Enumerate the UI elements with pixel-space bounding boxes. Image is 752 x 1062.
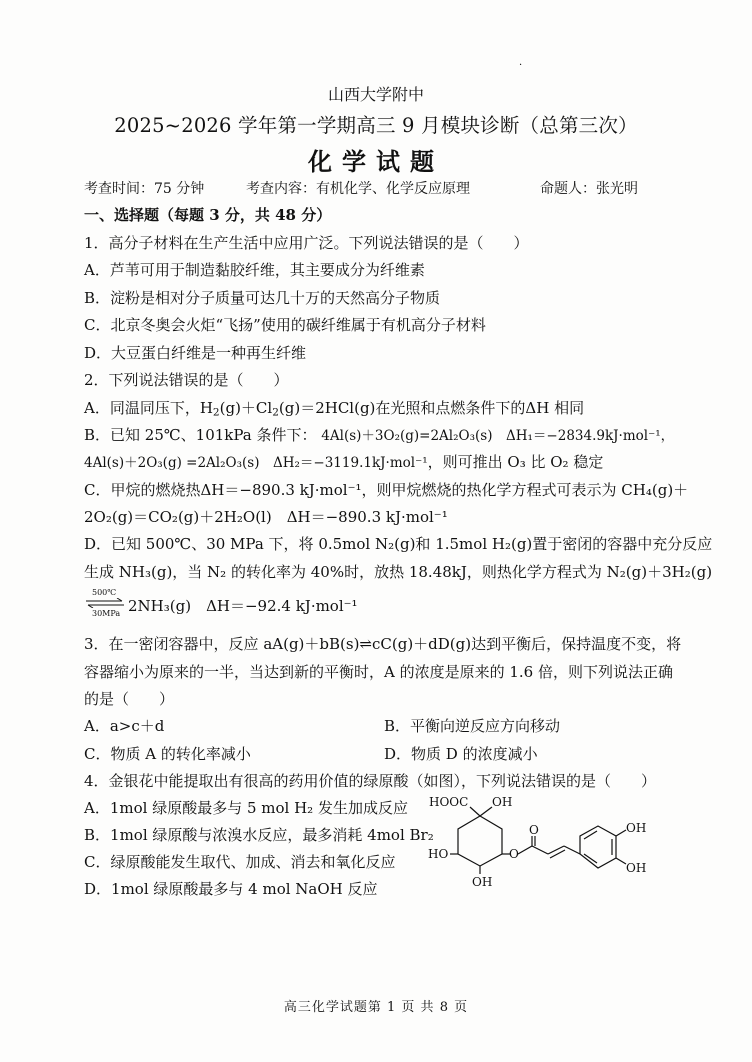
q4-option-b: B．1mol 绿原酸与浓溴水反应，最多消耗 4mol Br₂ <box>84 826 434 844</box>
q2-stem: 2．下列说法错误的是（ ） <box>84 371 289 389</box>
q2-a-post: (g)＝2HCl(g)在光照和点燃条件下的ΔH 相同 <box>278 399 585 417</box>
label-o-carbonyl: O <box>529 823 539 837</box>
q4-option-a: A．1mol 绿原酸最多与 5 mol H₂ 发生加成反应 <box>84 799 408 817</box>
q2-a-pre: A．同温同压下，H <box>84 399 213 417</box>
label-ho-left: HO <box>428 847 449 861</box>
q2-option-a <box>84 398 584 418</box>
exam-content: 考查内容：有机化学、化学反应原理 <box>246 181 470 197</box>
equilibrium-arrow <box>84 590 126 618</box>
q1-option-d: D．大豆蛋白纤维是一种再生纤维 <box>84 344 307 362</box>
label-cooh: HOOC <box>429 796 469 809</box>
q1-option-c: C．北京冬奥会火炬“飞扬”使用的碳纤维属于有机高分子材料 <box>84 316 486 334</box>
label-oh-top: OH <box>492 796 513 809</box>
page-footer: 高三化学试题第 1 页 共 8 页 <box>283 1000 469 1015</box>
chlorogenic-acid-structure <box>428 796 668 900</box>
section-title: 一、选择题（每题 3 分，共 48 分） <box>84 206 332 224</box>
q3-stem-line1: 3．在一密闭容器中，反应 aA(g)＋bB(s)⇌cC(g)＋dD(g)达到平衡后，保持温度不变，将 <box>84 635 682 653</box>
q3-option-a: A．a>c＋d <box>84 717 165 735</box>
label-oh-bottom: OH <box>472 875 493 889</box>
label-o-ester: O <box>509 847 519 861</box>
q2-option-c: C．甲烷的燃烧热ΔH＝−890.3 kJ·mol⁻¹，则甲烷燃烧的热化学方程式可表示为 CH₄(g)＋ <box>84 481 689 499</box>
q1-option-a: A．芦苇可用于制造黏胶纤维，其主要成分为纤维素 <box>84 261 425 279</box>
exam-author: 命题人：张光明 <box>540 181 638 197</box>
subject-title: 化学试题 <box>308 147 444 176</box>
q4-option-c: C．绿原酸能发生取代、加成、消去和氧化反应 <box>84 853 396 871</box>
q2-option-d-cont: 生成 NH₃(g)，当 N₂ 的转化率为 40%时，放热 18.48kJ，则热化学方程式为 N₂(g)＋3H₂(g) <box>84 563 713 581</box>
exam-time: 考查时间：75 分钟 <box>84 181 205 197</box>
q2-a-sub2: 2 <box>272 406 279 419</box>
q3-option-c: C．物质 A 的转化率减小 <box>84 745 251 763</box>
q1-stem: 1．高分子材料在生产生活中应用广泛。下列说法错误的是（ ） <box>84 234 529 252</box>
q3-stem-line3: 的是（ ） <box>84 690 175 708</box>
q2-option-b <box>84 425 674 446</box>
label-oh-ring1: OH <box>626 821 647 835</box>
q2-b-eq2: 4Al(s)＋2O₃(g) =2Al₂O₃(s) ΔH₂＝−3119.1kJ·mol⁻¹ <box>84 455 428 471</box>
school-name: 山西大学附中 <box>327 85 424 104</box>
arrow-bottom-label: 30MPa <box>92 609 121 618</box>
scan-dot: · <box>519 60 523 71</box>
q2-b-post: ，则可推出 O₃ 比 O₂ 稳定 <box>427 453 604 471</box>
q2-b-eq1: 4Al(s)＋3O₂(g)=2Al₂O₃(s) ΔH₁＝−2834.9kJ·mol⁻¹， <box>321 428 675 444</box>
q4-stem: 4．金银花中能提取出有很高的药用价值的绿原酸（如图），下列说法错误的是（ ） <box>84 772 657 790</box>
q2-option-b-cont <box>84 452 603 473</box>
label-oh-ring2: OH <box>626 861 647 875</box>
q3-option-b: B．平衡向逆反应方向移动 <box>384 717 561 735</box>
exam-title: 2025~2026 学年第一学期高三 9 月模块诊断（总第三次） <box>114 114 638 137</box>
arrow-top-label: 500℃ <box>92 588 117 597</box>
q2-option-c-cont: 2O₂(g)＝CO₂(g)＋2H₂O(l) ΔH＝−890.3 kJ·mol⁻¹ <box>84 508 448 526</box>
q1-option-b: B．淀粉是相对分子质量可达几十万的天然高分子物质 <box>84 289 441 307</box>
q3-stem-line2: 容器缩小为原来的一半，当达到新的平衡时，A 的浓度是原来的 1.6 倍，则下列说法正确 <box>84 663 673 681</box>
q2-b-pre: B．已知 25℃、101kPa 条件下： <box>84 426 317 444</box>
q2-a-mid: (g)＋Cl <box>219 399 273 417</box>
q3-option-d: D．物质 D 的浓度减小 <box>384 745 538 763</box>
double-arrow-icon <box>84 598 126 608</box>
q2-option-d-eq: 2NH₃(g) ΔH＝−92.4 kJ·mol⁻¹ <box>128 597 358 615</box>
q2-a-sub1: 2 <box>212 406 220 419</box>
q2-option-d: D．已知 500℃、30 MPa 下，将 0.5mol N₂(g)和 1.5mol H₂(g)置于密闭的容器中充分反应 <box>84 535 713 553</box>
q4-option-d: D．1mol 绿原酸最多与 4 mol NaOH 反应 <box>84 880 378 898</box>
